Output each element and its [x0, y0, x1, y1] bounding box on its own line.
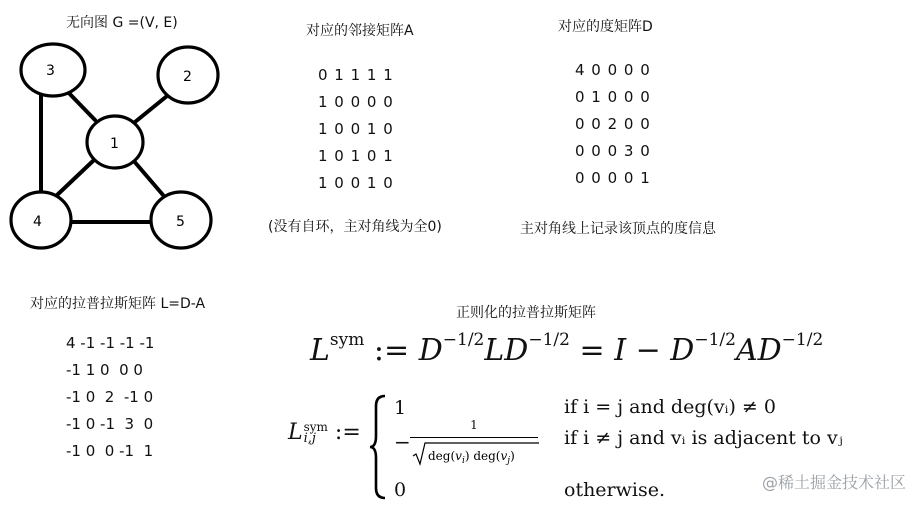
node-label: 1 [110, 136, 119, 152]
svg-text:deg(vi) deg(vj): $deg(v_i)$ $deg(v_j)$ [428, 449, 515, 466]
matrix-row: 1 0 0 0 0 [318, 93, 394, 111]
case2-value: − 1 $deg(v_i)$ $deg(v_j)$ [394, 418, 544, 470]
matrix-row: 1 0 1 0 1 [318, 147, 394, 165]
matrix-row: 4 -1 -1 -1 -1 [66, 334, 155, 352]
node-label: 5 [176, 214, 185, 230]
adjacency-matrix [318, 66, 394, 201]
edge-1-5 [133, 160, 163, 195]
matrix-row: -1 0 -1 3 0 [66, 415, 154, 433]
degree-matrix [575, 61, 651, 196]
matrix-row: 0 1 1 1 1 [318, 66, 394, 84]
adjacency-note: (没有自环，主对角线为全0) [268, 219, 442, 235]
matrix-row: 0 0 0 0 1 [575, 169, 651, 187]
left-brace [368, 392, 390, 502]
matrix-row: -1 0 0 -1 1 [66, 442, 154, 460]
case3-condition: otherwise. [564, 479, 666, 501]
degree-note: 主对角线上记录该顶点的度信息 [520, 221, 716, 237]
laplacian-matrix [66, 334, 154, 469]
node-3 [21, 44, 85, 96]
degree-title: 对应的度矩阵D [558, 19, 653, 35]
node-label: 3 [46, 63, 55, 79]
node-4 [11, 192, 71, 248]
undirected-graph [0, 0, 260, 270]
edge-1-4 [55, 160, 94, 197]
normalized-laplacian-definition: $L^{sym}$ := $D^{-1/2}LD^{-1/2} = I - D^{-1/2}AD^{-1/2}$ [310, 330, 824, 368]
node-label: 2 [183, 69, 192, 85]
normalized-title: 正则化的拉普拉斯矩阵 [456, 305, 596, 321]
node-2 [158, 47, 218, 103]
case2-condition: if i ≠ j and vᵢ is adjacent to vⱼ [564, 427, 843, 449]
case3-value: 0 [394, 479, 407, 501]
matrix-row: 1 0 0 1 0 [318, 120, 394, 138]
laplacian-title: 对应的拉普拉斯矩阵 L=D-A [30, 296, 206, 312]
matrix-row: 0 0 2 0 0 [575, 115, 651, 133]
node-1 [87, 116, 143, 168]
matrix-row: 0 0 0 3 0 [575, 142, 651, 160]
edge-1-2 [135, 96, 167, 122]
graph-title: 无向图 G =(V, E) [66, 15, 178, 31]
matrix-row: 4 0 0 0 0 [575, 61, 651, 79]
node-5 [151, 192, 211, 248]
matrix-row: 1 0 0 1 0 [318, 174, 394, 192]
element-lhs: L sym i,j := [288, 420, 361, 446]
matrix-row: 0 1 0 0 0 [575, 88, 651, 106]
case1-condition: if i = j and deg(vᵢ) ≠ 0 [564, 396, 776, 418]
node-label: 4 [33, 214, 42, 230]
adjacency-title: 对应的邻接矩阵A [306, 23, 414, 39]
case1-value: 1 [394, 397, 407, 419]
watermark: @稀土掘金技术社区 [761, 473, 906, 492]
matrix-row: -1 0 2 -1 0 [66, 388, 154, 406]
matrix-row: -1 1 0 0 0 [66, 361, 143, 379]
